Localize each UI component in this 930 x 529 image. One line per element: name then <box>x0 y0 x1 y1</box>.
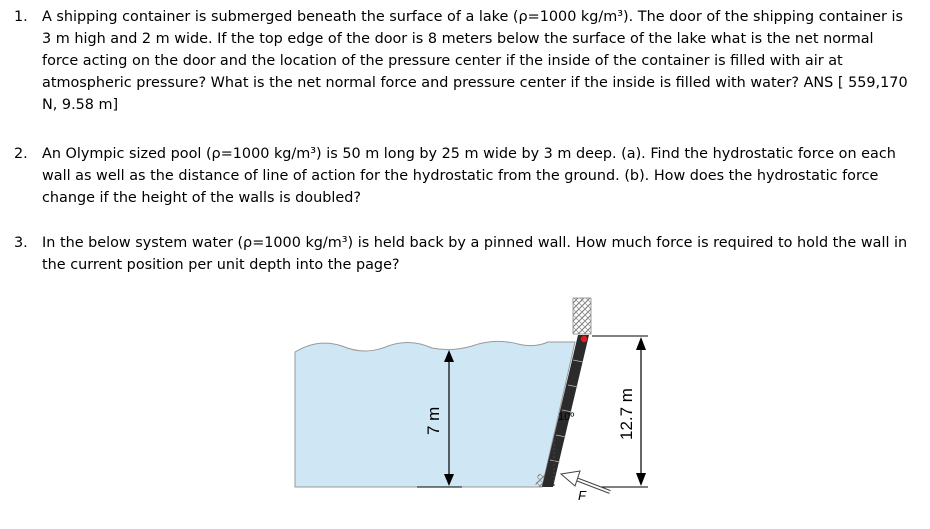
problem-2-text: An Olympic sized pool (ρ=1000 kg/m³) is 50 m long by 25 m wide by 3 m deep. (a). Find the hydrostatic force on each wall as well as the distance of line of action for the hydrostatic from the ground. (b). How does the hydrostatic force change if the height of the walls is doubled? <box>42 146 896 206</box>
problem-1-text: A shipping container is submerged beneath the surface of a lake (ρ=1000 kg/m³). The door of the shipping container is 3 m high and 2 m wide. If the top edge of the door is 8 meters below the surface of the lake what is the net normal force acting on the door and the location of the pressure center if the inside of the container is filled with air at atmospheric pressure? What is the net normal force and pressure center if the inside is filled with water? ANS [ 559,170 N, 9.58 m] <box>42 9 908 113</box>
wall-height-label: 12.7 m <box>617 388 636 440</box>
force-label: F <box>578 488 586 503</box>
problem-1-number: 1. <box>14 9 28 25</box>
problem-2-number: 2. <box>14 146 28 162</box>
pin-support <box>573 298 591 334</box>
problem-3-number: 3. <box>14 235 28 251</box>
pin-joint <box>581 336 587 342</box>
water-depth-label: 7 m <box>424 406 443 435</box>
angle-label: 10º <box>558 411 575 423</box>
problem-3-text: In the below system water (ρ=1000 kg/m³) is held back by a pinned wall. How much force is required to hold the wall in the current position per unit depth into the page? <box>42 235 908 273</box>
